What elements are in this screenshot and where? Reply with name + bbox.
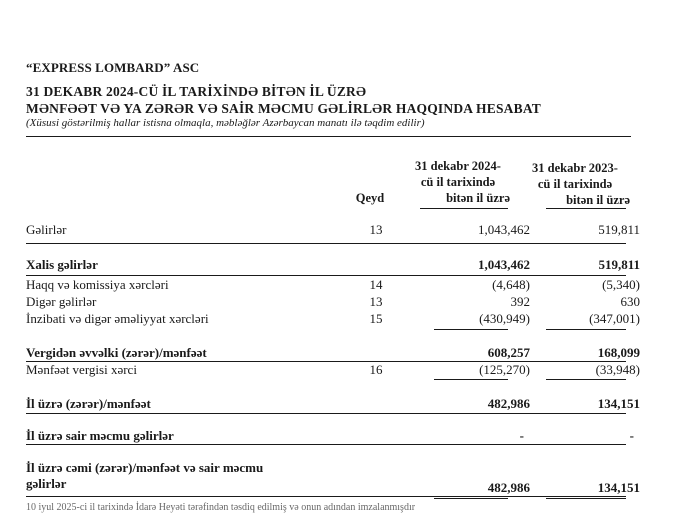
row-note: 13 xyxy=(369,222,383,237)
total-double-underline-2024 xyxy=(434,498,508,499)
row-rule xyxy=(26,275,626,276)
table-row-income-tax xyxy=(26,362,640,378)
footer-text: 10 iyul 2025-ci il tarixində İdarə Heyəti tərəfindən təsdiq edilmiş və onun adından imzalanmışdır xyxy=(26,502,416,513)
column-header-2024 xyxy=(404,158,512,206)
total-rule xyxy=(26,496,626,497)
row-value-2024: 482,986 xyxy=(487,396,530,411)
subtotal-underline-2024 xyxy=(434,329,508,330)
column-header-2023-line2: cü il tarixində xyxy=(537,177,613,191)
total-double-underline-2023 xyxy=(546,498,626,499)
row-value-2024: 608,257 xyxy=(487,345,530,360)
row-label: İl üzrə sair məcmu gəlirlər xyxy=(26,428,174,443)
row-label: Digər gəlirlər xyxy=(26,294,97,309)
report-subtitle: (Xüsusi göstərilmiş hallar istisna olmaqla, məbləğlər Azərbaycan manatı ilə təqdim edilir) xyxy=(26,117,425,129)
table-row-other-comprehensive-income xyxy=(26,428,634,444)
table-row-total-comprehensive-income xyxy=(26,460,640,495)
table-row-profit-before-tax xyxy=(26,345,640,361)
row-rule xyxy=(26,243,626,244)
row-value-2023: 519,811 xyxy=(598,257,640,272)
column-header-2024-line3: bitən il üzrə xyxy=(446,191,510,205)
row-label: Xalis gəlirlər xyxy=(26,257,98,272)
subtotal-underline-2024 xyxy=(434,379,508,380)
subtotal-underline-2023 xyxy=(546,379,626,380)
row-value-2023: (33,948) xyxy=(595,362,640,377)
row-note: 14 xyxy=(369,277,383,292)
column-header-2024-line1: 31 dekabr 2024- xyxy=(415,159,501,173)
row-value-2023: 630 xyxy=(620,294,640,309)
row-note: 15 xyxy=(369,311,383,326)
row-label: Vergidən əvvəlki (zərər)/mənfəət xyxy=(26,345,207,360)
row-value-2024: 1,043,462 xyxy=(478,257,530,272)
table-row-revenue xyxy=(26,222,640,238)
row-value-2023: - xyxy=(629,428,634,443)
row-value-2023: 519,811 xyxy=(598,222,640,237)
row-value-2023: 134,151 xyxy=(597,480,640,495)
row-label: Haqq və komissiya xərcləri xyxy=(26,277,169,292)
table-row-admin-expenses xyxy=(26,311,640,327)
row-value-2024: (4,648) xyxy=(492,277,530,292)
report-title-line2: MƏNFƏƏT VƏ YA ZƏRƏR VƏ SAİR MƏCMU GƏLİRLƏR HAQQINDA HESABAT xyxy=(26,101,541,116)
row-rule xyxy=(26,444,626,445)
column-header-underline-2024 xyxy=(420,208,508,209)
row-value-2024: 1,043,462 xyxy=(478,222,530,237)
column-header-2023 xyxy=(520,160,630,208)
row-value-2024: 482,986 xyxy=(487,480,530,495)
company-name: “EXPRESS LOMBARD” ASC xyxy=(26,60,200,75)
row-label: Mənfəət vergisi xərci xyxy=(26,362,137,377)
report-title-line1: 31 DEKABR 2024-CÜ İL TARİXİNDƏ BİTƏN İL ÜZRƏ xyxy=(26,84,367,99)
row-value-2023: (5,340) xyxy=(602,277,640,292)
header-rule xyxy=(26,136,631,137)
column-header-2023-line3: bitən il üzrə xyxy=(566,193,630,207)
row-value-2023: (347,001) xyxy=(589,311,640,326)
row-value-2023: 168,099 xyxy=(597,345,640,360)
row-value-2024: (430,949) xyxy=(479,311,530,326)
row-note: 16 xyxy=(369,362,383,377)
table-row-other-income xyxy=(26,294,640,310)
column-header-note: Qeyd xyxy=(355,191,385,205)
column-header-2024-line2: cü il tarixində xyxy=(420,175,496,189)
row-label-line1: İl üzrə cəmi (zərər)/mənfəət və sair məcmu xyxy=(26,460,264,475)
row-label: İnzibati və digər əməliyyat xərcləri xyxy=(26,311,209,326)
column-header-underline-2023 xyxy=(546,208,626,209)
subtotal-underline-2023 xyxy=(546,329,626,330)
table-row-profit-for-year xyxy=(26,396,640,412)
row-label: Gəlirlər xyxy=(26,222,67,237)
row-value-2024: (125,270) xyxy=(479,362,530,377)
column-header-2023-line1: 31 dekabr 2023- xyxy=(532,161,618,175)
row-rule xyxy=(26,413,626,414)
row-label-line2: gəlirlər xyxy=(26,476,67,491)
row-value-2023: 134,151 xyxy=(597,396,640,411)
row-label: İl üzrə (zərər)/mənfəət xyxy=(26,396,151,411)
row-value-2024: 392 xyxy=(510,294,530,309)
table-row-net-revenue xyxy=(26,257,640,273)
row-note: 13 xyxy=(369,294,383,309)
table-row-fee-commission xyxy=(26,277,640,293)
row-value-2024: - xyxy=(519,428,524,443)
